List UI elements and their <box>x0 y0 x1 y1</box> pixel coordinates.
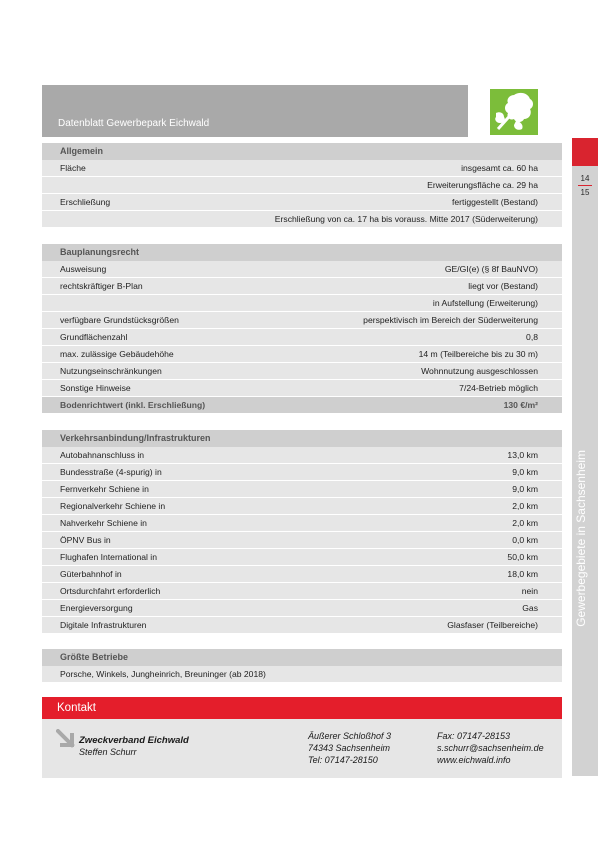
section-title: Bauplanungsrecht <box>42 244 562 261</box>
table-row-highlight: Bodenrichtwert (inkl. Erschließung) 130 €/m² <box>42 397 562 414</box>
table-row: Digitale Infrastrukturen Glasfaser (Teilbereiche) <box>42 617 562 634</box>
contact-block <box>42 719 562 778</box>
page-number-next: 15 <box>580 188 590 197</box>
header-band <box>42 85 468 137</box>
table-row: Flughafen International in 50,0 km <box>42 549 562 566</box>
page-number-current: 14 <box>580 174 590 183</box>
contact-phone: Tel: 07147-28150 <box>308 755 378 765</box>
contact-header: Kontakt <box>42 697 562 719</box>
section-verkehrsanbindung <box>42 430 562 634</box>
section-allgemein <box>42 143 562 228</box>
side-label: Gewerbegebiete in Sachsenheim <box>574 450 588 627</box>
table-row: max. zulässige Gebäudehöhe 14 m (Teilbereiche bis zu 30 m) <box>42 346 562 363</box>
side-tab-accent <box>572 138 598 166</box>
table-row: Erweiterungsfläche ca. 29 ha <box>42 177 562 194</box>
arrow-down-right-icon <box>56 729 76 749</box>
oak-leaf-icon <box>490 89 538 135</box>
table-row: Erschließung fertiggestellt (Bestand) <box>42 194 562 211</box>
oak-leaf-logo-icon <box>490 89 538 135</box>
contact-online <box>437 730 544 766</box>
table-row: Regionalverkehr Schiene in 2,0 km <box>42 498 562 515</box>
table-row: Nutzungseinschränkungen Wohnnutzung ausgeschlossen <box>42 363 562 380</box>
table-row: Fläche insgesamt ca. 60 ha <box>42 160 562 177</box>
table-row: Güterbahnhof in 18,0 km <box>42 566 562 583</box>
section-title: Allgemein <box>42 143 562 160</box>
section-title: Größte Betriebe <box>42 649 562 666</box>
section-bauplanungsrecht <box>42 244 562 414</box>
side-tab <box>572 138 598 776</box>
page-number-divider <box>578 185 592 186</box>
contact-street: Äußerer Schloßhof 3 <box>308 731 392 741</box>
table-row: in Aufstellung (Erweiterung) <box>42 295 562 312</box>
contact-organization: Zweckverband Eichwald <box>79 735 189 746</box>
table-row: rechtskräftiger B-Plan liegt vor (Bestand) <box>42 278 562 295</box>
contact-city: 74343 Sachsenheim <box>308 743 391 753</box>
table-row: Grundflächenzahl 0,8 <box>42 329 562 346</box>
table-row: Erschließung von ca. 17 ha bis vorauss. Mitte 2017 (Süderweiterung) <box>42 211 562 228</box>
table-row: Autobahnanschluss in 13,0 km <box>42 447 562 464</box>
page-title: Datenblatt Gewerbepark Eichwald <box>58 118 210 129</box>
table-row: Porsche, Winkels, Jungheinrich, Breuninger (ab 2018) <box>42 666 562 683</box>
table-row: Sonstige Hinweise 7/24-Betrieb möglich <box>42 380 562 397</box>
section-groesste-betriebe <box>42 649 562 683</box>
contact-website-link[interactable]: www.eichwald.info <box>437 755 511 765</box>
contact-address <box>308 730 391 766</box>
table-row: ÖPNV Bus in 0,0 km <box>42 532 562 549</box>
table-row: Bundesstraße (4-spurig) in 9,0 km <box>42 464 562 481</box>
section-title: Verkehrsanbindung/Infrastrukturen <box>42 430 562 447</box>
contact-person: Steffen Schurr <box>79 747 137 757</box>
table-row: Fernverkehr Schiene in 9,0 km <box>42 481 562 498</box>
table-row: Ortsdurchfahrt erforderlich nein <box>42 583 562 600</box>
table-row: Energieversorgung Gas <box>42 600 562 617</box>
table-row: Ausweisung GE/GI(e) (§ 8f BauNVO) <box>42 261 562 278</box>
table-row: verfügbare Grundstücksgrößen perspektivisch im Bereich der Süderweiterung <box>42 312 562 329</box>
contact-fax: Fax: 07147-28153 <box>437 731 511 741</box>
contact-email-link[interactable]: s.schurr@sachsenheim.de <box>437 743 544 753</box>
table-row: Nahverkehr Schiene in 2,0 km <box>42 515 562 532</box>
